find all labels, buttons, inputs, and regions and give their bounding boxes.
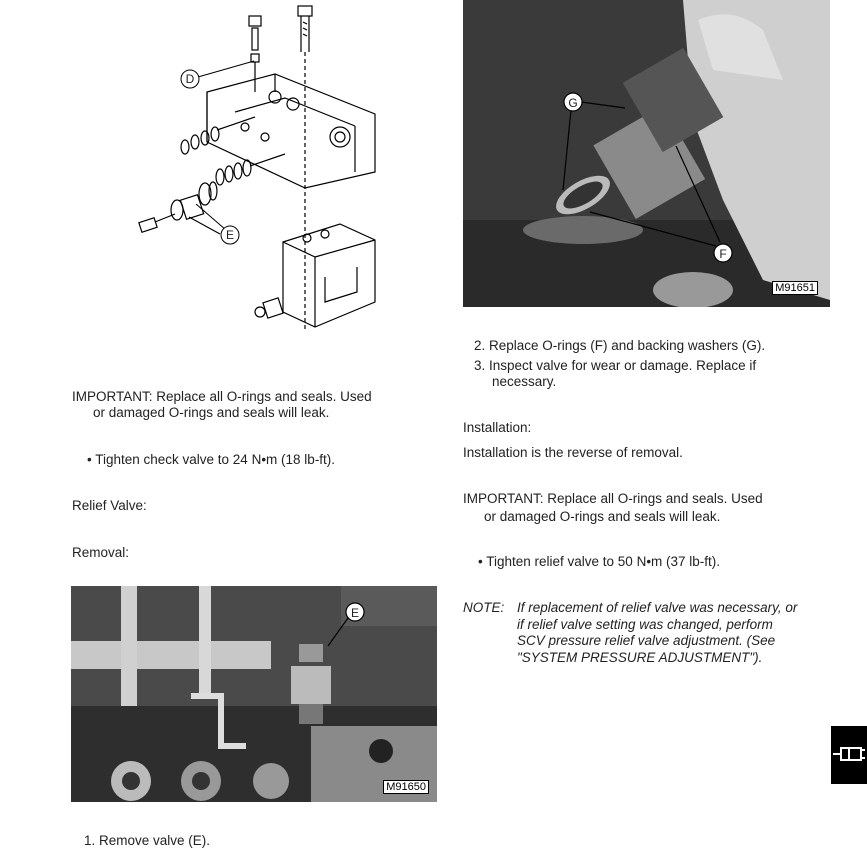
note-line-1: If replacement of relief valve was necessary, or <box>517 600 798 615</box>
callout-e-photo-leader <box>320 600 370 650</box>
callout-e-label: E <box>225 228 234 242</box>
heading-removal: Removal: <box>72 545 130 560</box>
heading-relief-valve: Relief Valve: <box>72 498 147 513</box>
bullet-check-valve: • Tighten check valve to 24 N•m (18 lb-ft). <box>87 452 336 467</box>
installation-text: Installation is the reverse of removal. <box>463 445 683 460</box>
section-tab <box>831 726 867 784</box>
step-3-line-2: necessary. <box>492 374 557 389</box>
heading-installation: Installation: <box>463 420 532 435</box>
callout-g-label: G <box>568 96 578 110</box>
important-right-line-2: or damaged O-rings and seals will leak. <box>484 509 721 524</box>
step-3-line-1: 3. Inspect valve for wear or damage. Replace if <box>474 358 757 373</box>
step-2: 2. Replace O-rings (F) and backing washers (G). <box>474 338 766 353</box>
note-line-4: "SYSTEM PRESSURE ADJUSTMENT"). <box>517 650 763 665</box>
callout-e-leader <box>190 200 250 248</box>
callout-f-label: F <box>719 247 727 261</box>
hydraulic-cylinder-icon <box>831 726 867 784</box>
callout-e-photo-label: E <box>350 606 359 620</box>
bullet-relief-valve: • Tighten relief valve to 50 N•m (37 lb-ft). <box>478 554 721 569</box>
figure-id: M91650 <box>383 780 429 794</box>
photo-valve-removal <box>71 586 437 802</box>
important-left-line-2: or damaged O-rings and seals will leak. <box>93 405 330 420</box>
step-1: 1. Remove valve (E). <box>84 833 211 848</box>
callout-f-leader <box>580 140 740 265</box>
important-left-line-1: IMPORTANT: Replace all O-rings and seals. Used <box>72 389 372 404</box>
important-right-line-1: IMPORTANT: Replace all O-rings and seals. Used <box>463 491 763 506</box>
callout-d-label: D <box>185 72 195 86</box>
note-line-2: if relief valve setting was changed, perform <box>517 617 773 632</box>
exploded-view-diagram <box>125 2 385 332</box>
note-label: NOTE: <box>463 600 505 615</box>
figure-id: M91651 <box>772 281 818 295</box>
note-line-3: SCV pressure relief valve adjustment. (See <box>517 633 776 648</box>
